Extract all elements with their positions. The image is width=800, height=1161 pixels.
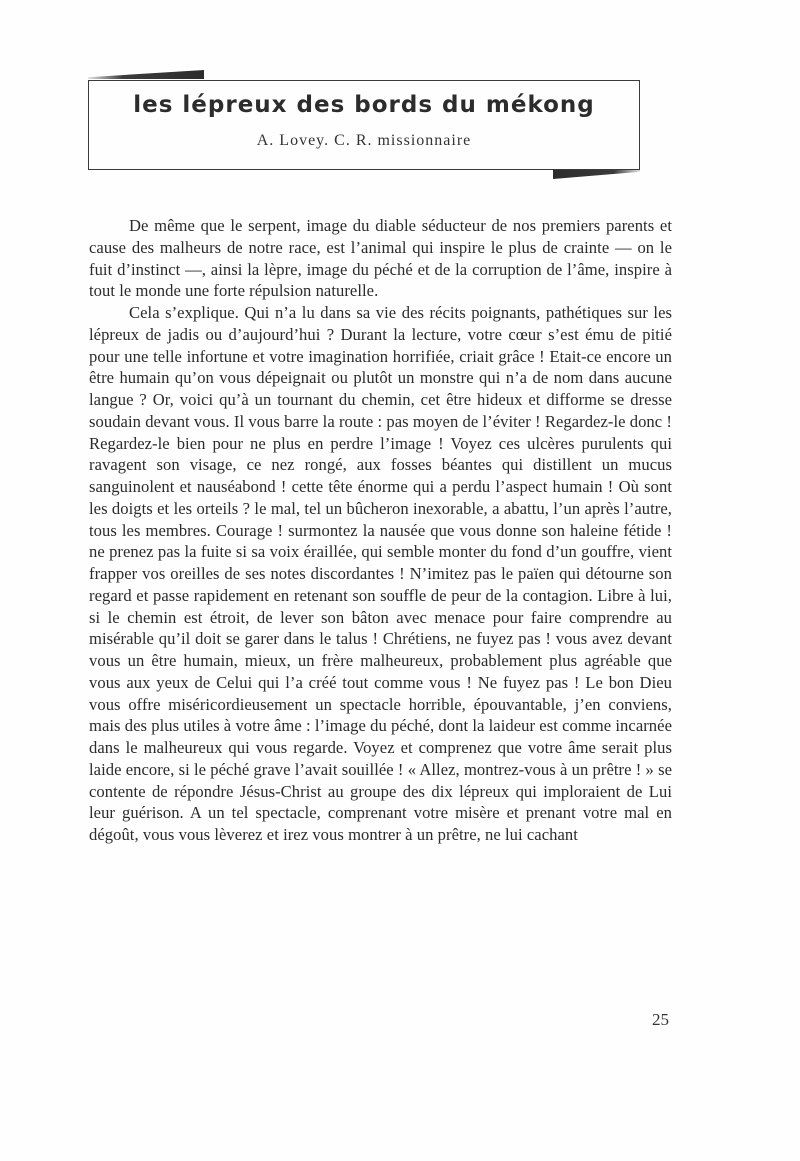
article-author: A. Lovey. C. R. missionnaire <box>256 132 472 149</box>
decorative-bar-bottom <box>553 170 640 179</box>
page-number: 25 <box>652 1010 669 1029</box>
paragraph-2: Cela s’explique. Qui n’a lu dans sa vie des récits poignants, pathétiques sur les lépreux de jadis ou d’aujourd’hui ? Durant la lecture, votre cœur s’est ému de pitié pour une telle infortune et votre imagination horrifiée, criait grâce ! Etait-ce encore un être humain qu’on vous dépeignait ou plutôt un monstre qui n’a de nom dans aucune langue ? Or, voici qu’à un tournant du chemin, cet être hideux et difforme se dresse soudain devant vous. Il vous barre la route : pas moyen de l’éviter ! Regardez-le donc ! Regardez-le bien pour ne plus en perdre l’image ! Voyez ces ulcères purulents qui ravagent son visage, ce nez rongé, aux fosses béantes qui distillent un mucus sanguinolent et nauséabond ! cette tête énorme qui a perdu l’aspect humain ! Où sont les doigts et les orteils ? le mal, tel un bûcheron inexorable, a abattu, l’un après l’autre, tous les membres. Courage ! surmontez la nausée que vous donne son haleine fétide ! ne prenez pas la fuite si sa voix éraillée, qui semble monter du fond d’un gouffre, vient frapper vos oreilles de ses notes discordantes ! N’imitez pas le païen qui détourne son regard et passe rapidement en retenant son souffle de peur de la contagion. Libre à lui, si le chemin est étroit, de lever son bâton avec menace pour faire comprendre au misérable qu’il doit se garer dans le talus ! Chrétiens, ne fuyez pas ! vous avez devant vous un être humain, mieux, un frère malheureux, probablement plus agréable que vous aux yeux de Celui qui l’a créé tout comme vous ! Ne fuyez pas ! Le bon Dieu vous offre miséricordieusement un spectacle horrible, épouvantable, j’en conviens, mais des plus utiles à votre âme : l’image du péché, dont la laideur est comme incarnée dans le malheureux qui vous regarde. Voyez et comprenez que votre âme serait plus laide encore, si le péché grave l’avait souillée ! « Allez, montrez-vous à un prêtre ! » se contente de répondre Jésus-Christ au groupe des dix lépreux qui imploraient de Lui leur guérison. A un tel spectacle, comprenant votre misère et prenant votre mal en dégoût, vous vous lèverez et irez vous montrer à un prêtre, ne lui cachant <box>89 303 672 844</box>
paragraph-1: De même que le serpent, image du diable séducteur de nos premiers parents et cause des malheurs de notre race, est l’animal qui inspire le plus de crainte — on le fuit d’instinct —, ainsi la lèpre, image du péché et de la corruption de l’âme, inspire à tout le monde une forte répulsion naturelle. <box>89 216 672 301</box>
article-title: les lépreux des bords du mékong <box>133 92 595 118</box>
decorative-bar-top <box>88 70 204 79</box>
article-body <box>89 215 672 846</box>
